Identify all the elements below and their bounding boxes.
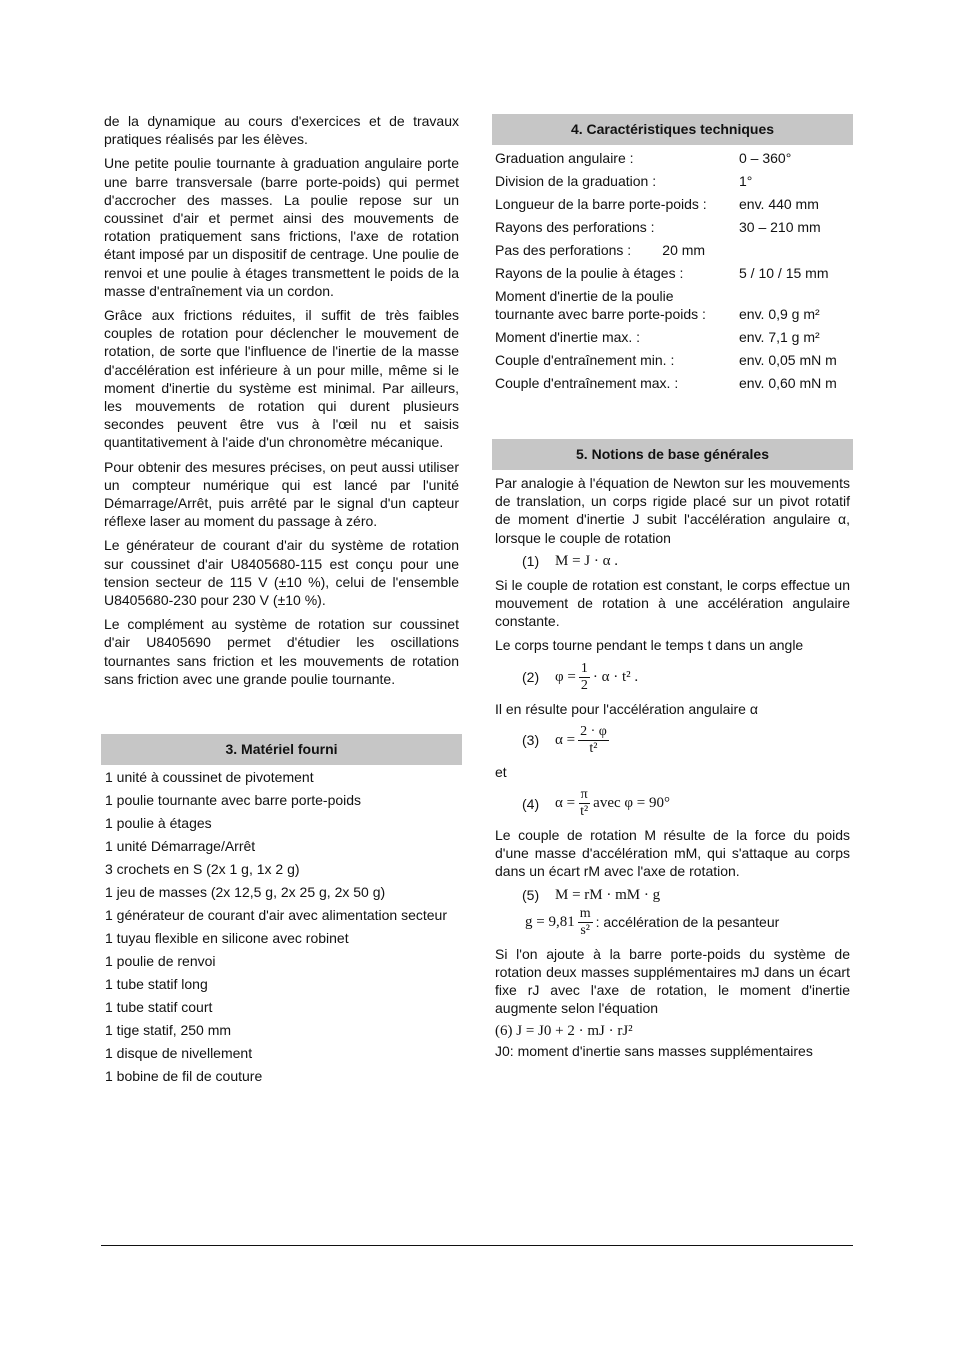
list-item: 1 poulie tournante avec barre porte-poids [105, 792, 362, 809]
fraction-numerator: 1 [580, 660, 588, 676]
paragraph-pulley: Une petite poulie tournante à graduation angulaire porte une barre transversale (barre porte-poids) qui permet d'accrocher des masses. La poulie repose sur un coussinet d'air et permet ainsi des mouvements de rotation pratiquement sans frictions, l'axe de rotation étant imposé par un dispositif de centrage. Une poulie de renvoi et une poulie à étages transmettent le poids de la masse d'entraînement via un cordon. [104, 155, 459, 299]
table-row [492, 147, 853, 170]
section-heading-materials: 3. Matériel fourni [101, 734, 462, 765]
spec-key: Longueur de la barre porte-poids : [495, 196, 707, 212]
formula-number: (1) [522, 553, 540, 570]
paragraph-newton: Par analogie à l'équation de Newton sur les mouvements de translation, un corps rigide placé sur un pivot rotatif de moment d'inertie J subit l'accélération angulaire α, lorsque le couple de rotation [495, 475, 850, 546]
formula-rhs: avec φ = 90° [593, 795, 671, 812]
spec-value [736, 239, 853, 262]
fraction-denominator: s² [580, 922, 590, 938]
spec-key: Couple d'entraînement max. : [495, 375, 679, 391]
formula-2 [492, 661, 853, 694]
fraction [579, 661, 590, 694]
formula-lhs: g = 9,81 [525, 913, 575, 930]
fraction [578, 787, 590, 820]
spec-key: Graduation angulaire : [495, 150, 634, 166]
footer-divider [101, 1245, 853, 1246]
spec-value: env. 0,05 mN m [739, 352, 837, 368]
list-item: 1 disque de nivellement [105, 1045, 253, 1062]
paragraph-constant-torque: Si le couple de rotation est constant, le corps effectue un mouvement de rotation à une accélération angulaire constante. [495, 576, 850, 630]
formula-number: (5) [522, 887, 540, 904]
table-row [492, 285, 853, 326]
spec-key: Moment d'inertie max. : [495, 329, 641, 345]
table-row [492, 262, 853, 285]
formula-lhs: α = [555, 795, 576, 812]
list-item: 1 poulie à étages [105, 815, 212, 832]
fraction-numerator: 2 · φ [580, 723, 607, 739]
spec-key: Division de la graduation : [495, 173, 657, 189]
formula-number: (2) [522, 669, 540, 686]
list-item: 1 bobine de fil de couture [105, 1068, 263, 1085]
paragraph-j0-definition: J0: moment d'inertie sans masses supplémentaires [495, 1043, 813, 1060]
formula-expression: M = rM · mM · g [555, 886, 661, 903]
table-row [492, 372, 853, 395]
fraction [578, 724, 609, 757]
paragraph-measurement: Pour obtenir des mesures précises, on peut aussi utiliser un compteur numérique qui est lancé par l'unité Démarrage/Arrêt, puis arrêté par le signal d'un capteur réflexe laser au moment du passage à zéro. [104, 458, 459, 530]
list-item: 1 jeu de masses (2x 12,5 g, 2x 25 g, 2x 50 g) [105, 884, 386, 901]
spec-value: 1° [739, 173, 753, 189]
section-heading-specs: 4. Caractéristiques techniques [492, 114, 853, 145]
formula-3 [492, 724, 853, 757]
list-item: 3 crochets en S (2x 1 g, 1x 2 g) [105, 861, 300, 878]
spec-value: env. 0,60 mN m [739, 375, 837, 391]
formula-6 [492, 1023, 853, 1040]
paragraph-complement: Le complément au système de rotation sur coussinet d'air U8405690 permet d'étudier les oscillations tournantes sans friction et les mouvements de rotation sans friction avec une grande poulie tournante. [104, 616, 459, 687]
fraction-denominator: t² [580, 804, 589, 820]
formula-lhs: φ = [555, 668, 576, 685]
formula-lhs: α = [555, 731, 576, 748]
list-item: 1 tige statif, 250 mm [105, 1022, 232, 1039]
list-item: 1 poulie de renvoi [105, 953, 216, 970]
list-item: 1 tuyau flexible en silicone avec robinet [105, 930, 349, 947]
spec-value: 0 – 360° [739, 150, 792, 166]
formula-expression: (6) J = J0 + 2 · mJ · rJ² [495, 1023, 633, 1040]
left-column [101, 112, 462, 1085]
formula-rhs: : accélération de la pesanteur [595, 914, 780, 931]
fraction-numerator: π [580, 787, 588, 803]
paragraph-and: et [495, 763, 507, 780]
table-row [492, 326, 853, 349]
formula-1 [492, 553, 853, 570]
spec-value: 30 – 210 mm [739, 219, 821, 235]
list-item: 1 unité à coussinet de pivotement [105, 769, 314, 786]
spec-key: Couple d'entraînement min. : [495, 352, 675, 368]
formula-gravity [492, 906, 853, 939]
list-item: 1 générateur de courant d'air avec alimentation secteur [105, 907, 447, 924]
table-row [492, 216, 853, 239]
fraction-numerator: m [579, 905, 591, 921]
table-row [492, 239, 853, 262]
spec-key: Rayons de la poulie à étages : [495, 265, 684, 281]
formula-rhs: · α · t² . [592, 668, 639, 685]
list-item: 1 unité Démarrage/Arrêt [105, 838, 256, 855]
spec-value: 5 / 10 / 15 mm [739, 265, 829, 281]
spec-key: Pas des perforations : 20 mm [495, 242, 706, 258]
list-item: 1 tube statif court [105, 999, 213, 1016]
spec-value: env. 440 mm [739, 196, 819, 212]
paragraph-angular-accel: Il en résulte pour l'accélération angulaire α [495, 700, 758, 717]
paragraph-angle: Le corps tourne pendant le temps t dans un angle [495, 637, 804, 654]
table-row [492, 193, 853, 216]
right-column [492, 114, 853, 1067]
formula-number: (4) [522, 795, 540, 812]
table-row [492, 170, 853, 193]
paragraph-torque-weight: Le couple de rotation M résulte de la force du poids d'une masse d'accélération mM, qui s'attaque au corps dans un écart rM avec l'axe de rotation. [495, 827, 850, 880]
spec-value: env. 7,1 g m² [739, 329, 820, 345]
paragraph-extra-masses: Si l'on ajoute à la barre porte-poids du système de rotation deux masses supplémentaires mJ dans un écart fixe rJ avec l'axe de rotation, le moment d'inertie augmente selon l'équation [495, 945, 850, 1017]
spec-key: Moment d'inertie de la poulie tournante avec barre porte-poids : [495, 288, 706, 322]
fraction [578, 906, 593, 939]
formula-expression: M = J · α . [555, 552, 618, 569]
paragraph-generator: Le générateur de courant d'air du système de rotation sur coussinet d'air U8405680-115 est conçu pour une tension secteur de 115 V (±10 %), celui de l'ensemble U8405680-230 pour 230 V (±10 %). [104, 537, 459, 609]
paragraph-intro-end: de la dynamique au cours d'exercices et de travaux pratiques réalisés par les élèves. [104, 113, 459, 148]
fraction-denominator: 2 [580, 677, 588, 693]
formula-number: (3) [522, 732, 540, 749]
table-row [492, 349, 853, 372]
formula-4 [492, 787, 853, 820]
paragraph-friction: Grâce aux frictions réduites, il suffit de très faibles couples de rotation pour déclencher le mouvement de rotation, de sorte que l'influence de l'inertie de la masse d'accélération est inférieure à un pour mille, même si le moment d'inertie du système est minimal. Par ailleurs, les mouvements de rotation qui durent plusieurs secondes peuvent être vus à l'œil nu et saisis quantitativement à l'aide d'un chronomètre mécanique. [104, 307, 459, 451]
specs-table [492, 147, 853, 395]
section-heading-basics: 5. Notions de base générales [492, 439, 853, 470]
formula-5 [492, 887, 853, 904]
materials-list [101, 768, 462, 1085]
spec-key: Rayons des perforations : [495, 219, 655, 235]
spec-value: env. 0,9 g m² [739, 306, 820, 322]
fraction-denominator: t² [589, 740, 598, 756]
list-item: 1 tube statif long [105, 976, 208, 993]
